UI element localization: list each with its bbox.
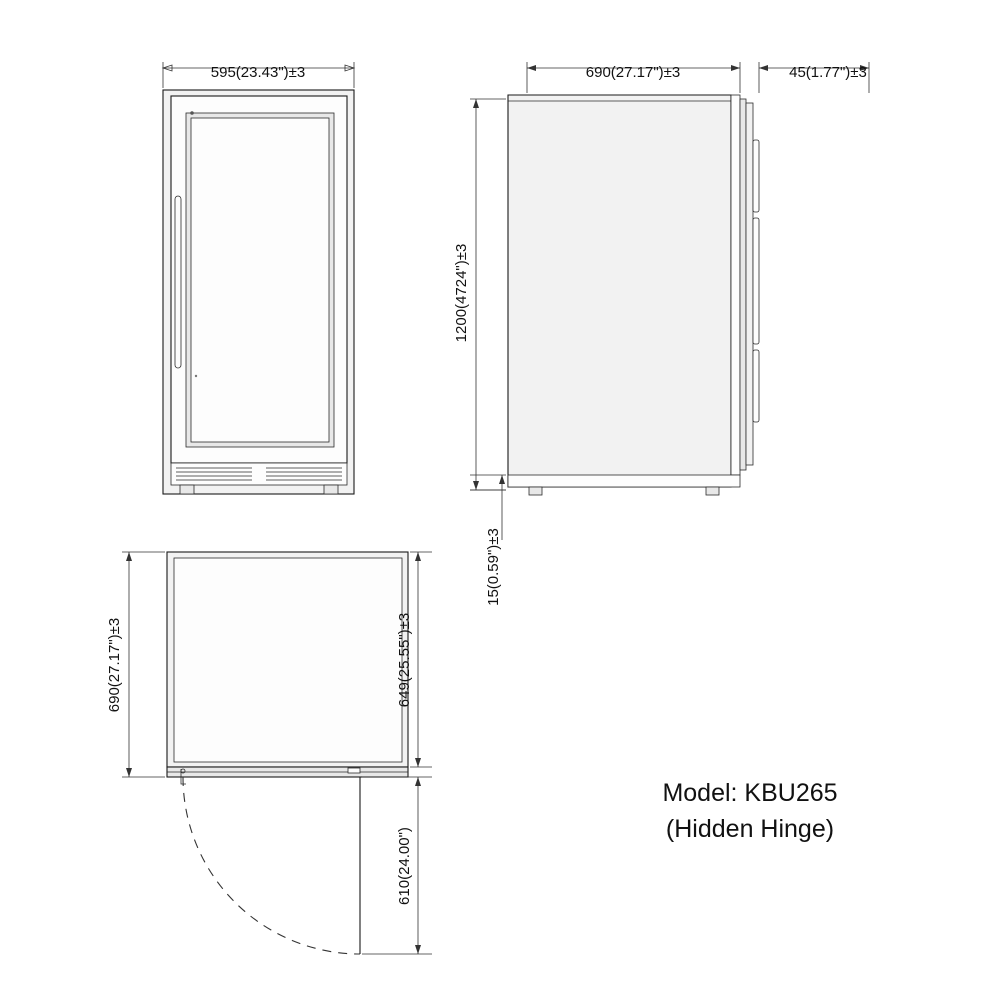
front-indicator-dot [190,111,194,115]
side-door-gasket [740,99,746,470]
front-foot-left [180,485,194,494]
side-handle-offset-label: 45(1.77")±3 [789,64,867,81]
side-handle-middle [753,218,759,344]
door-swing-arc [183,777,360,954]
side-handle-lower [753,350,759,422]
side-view [453,62,869,606]
front-view [163,62,354,494]
top-body-inner [174,558,402,762]
side-door-edge [731,95,740,475]
model-caption [662,779,837,843]
side-depth-label: 690(27.17")±3 [585,64,681,81]
side-door-panel [746,103,753,465]
model-label: Model: KBU265 [662,779,838,807]
front-width-label: 595(23.43")±3 [210,64,306,81]
top-handle-mark [348,768,360,773]
front-small-mark [195,375,197,377]
side-base-plinth [508,475,740,487]
side-foot-left [529,487,542,495]
front-foot-right [324,485,338,494]
front-vent-panel [171,463,347,485]
side-height-label: 1200(4724")±3 [453,243,470,343]
top-depth-dimension [122,552,165,777]
side-handle-upper [753,140,759,212]
top-view [106,552,432,954]
side-height-dimension [470,99,506,490]
top-body-depth-dimension [410,552,432,767]
side-body-outline [508,95,731,487]
door-swing-label: 610(24.00") [396,827,413,905]
hinge-label: (Hidden Hinge) [665,815,835,843]
top-body-depth-label: 649(25.55")±3 [396,612,413,708]
side-base-height-label: 15(0.59")±3 [485,528,502,606]
top-depth-label: 690(27.17")±3 [106,617,123,713]
side-foot-right [706,487,719,495]
front-door-glass-inner [191,118,329,442]
